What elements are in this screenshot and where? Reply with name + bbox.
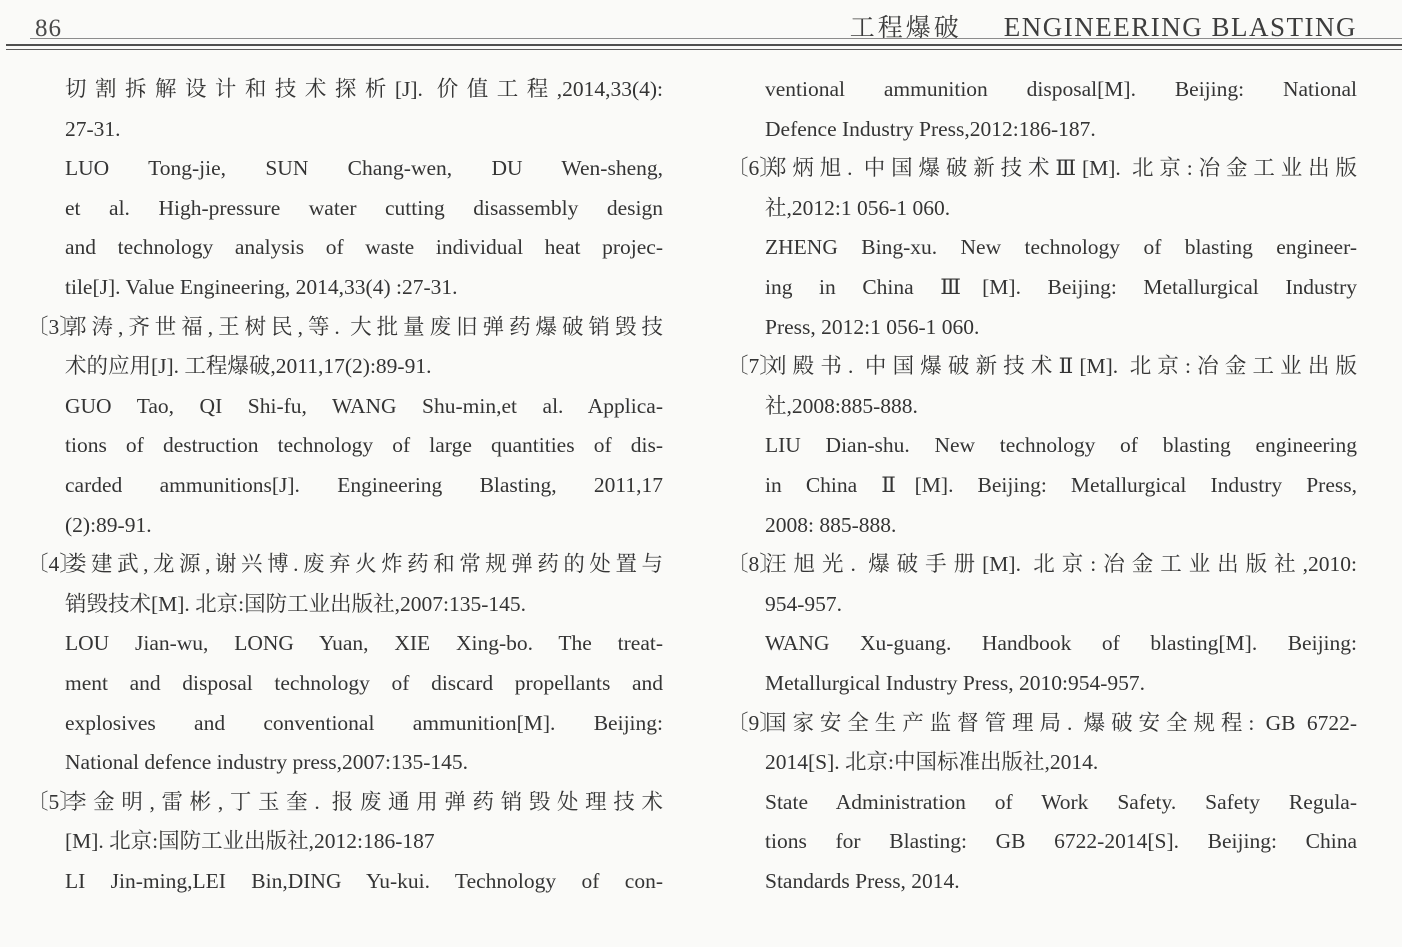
page-number: 86: [35, 15, 62, 42]
reference-block: [727, 704, 1357, 902]
reference-line: Standards Press, 2014.: [765, 868, 960, 893]
reference-line: GUO Tao, QI Shi-fu, WANG Shu-min,et al. Applica-: [65, 393, 663, 418]
reference-line: 954-957.: [765, 591, 843, 616]
reference-line: 娄建武,龙源,谢兴博.废弃火炸药和常规弹药的处置与: [65, 552, 663, 577]
reference-block: [27, 783, 663, 902]
header-rule-double: [6, 44, 1402, 50]
reference-line: ventional ammunition disposal[M]. Beijing: National: [765, 77, 1357, 101]
reference-line: 刘殿书. 中国爆破新技术Ⅱ[M]. 北京:冶金工业出版: [765, 354, 1357, 379]
reference-line: 社,2008:885-888.: [765, 393, 918, 418]
reference-line: State Administration of Work Safety. Safety Regula-: [765, 789, 1357, 814]
reference-line: National defence industry press,2007:135-145.: [65, 750, 469, 775]
reference-line: 切割拆解设计和技术探析[J]. 价值工程,2014,33(4):: [65, 77, 663, 101]
journal-title-english: ENGINEERING BLASTING: [1003, 12, 1357, 42]
reference-line: [M]. 北京:国防工业出版社,2012:186-187: [65, 829, 435, 854]
reference-number: 〔8〕: [727, 552, 781, 577]
reference-block: [727, 347, 1357, 545]
reference-line: 27-31.: [65, 116, 121, 141]
reference-line: (2):89-91.: [65, 512, 152, 537]
reference-line: ment and disposal technology of discard propellants and: [65, 670, 663, 695]
reference-number: 〔9〕: [727, 710, 781, 735]
references-right-column: [727, 70, 1357, 901]
reference-number: 〔4〕: [27, 552, 81, 577]
reference-number: 〔7〕: [727, 354, 781, 379]
reference-number: 〔3〕: [27, 314, 81, 339]
reference-line: ZHENG Bing-xu. New technology of blasting engineer-: [765, 235, 1357, 260]
reference-line: tile[J]. Value Engineering, 2014,33(4) :27-31.: [65, 274, 458, 299]
references-left-column: [27, 70, 663, 901]
reference-line: LI Jin-ming,LEI Bin,DING Yu-kui. Technology of con-: [65, 868, 663, 893]
journal-title-chinese: 工程爆破: [849, 15, 962, 42]
reference-line: 社,2012:1 056-1 060.: [765, 195, 951, 220]
reference-line: 汪旭光. 爆破手册[M]. 北京:冶金工业出版社,2010:: [765, 552, 1357, 577]
reference-line: 国家安全生产监督管理局. 爆破安全规程: GB 6722-: [765, 710, 1357, 735]
reference-line: et al. High-pressure water cutting disassembly design: [65, 195, 663, 220]
reference-line: 郭涛,齐世福,王树民,等. 大批量废旧弹药爆破销毁技: [65, 314, 663, 339]
reference-line: carded ammunitions[J]. Engineering Blasting, 2011,17: [65, 472, 663, 497]
reference-line: 李金明,雷彬,丁玉奎. 报废通用弹药销毁处理技术: [65, 789, 663, 814]
reference-line: and technology analysis of waste individual heat projec-: [65, 235, 663, 260]
reference-line: tions for Blasting: GB 6722-2014[S]. Beijing: China: [765, 829, 1357, 854]
reference-block: [727, 545, 1357, 703]
reference-line: explosives and conventional ammunition[M]. Beijing:: [65, 710, 663, 735]
reference-block: [727, 70, 1357, 149]
reference-block: [27, 308, 663, 546]
reference-line: LUO Tong-jie, SUN Chang-wen, DU Wen-sheng,: [65, 156, 663, 181]
reference-line: LOU Jian-wu, LONG Yuan, XIE Xing-bo. The treat-: [65, 631, 663, 656]
header-rule-thin: [30, 38, 1402, 39]
reference-number: 〔6〕: [727, 156, 781, 181]
reference-block: [727, 149, 1357, 347]
reference-block: [27, 545, 663, 783]
reference-line: 2014[S]. 北京:中国标准出版社,2014.: [765, 750, 1099, 775]
reference-line: Press, 2012:1 056-1 060.: [765, 314, 980, 339]
reference-number: 〔5〕: [27, 789, 81, 814]
reference-line: tions of destruction technology of large quantities of dis-: [65, 433, 663, 458]
reference-line: Metallurgical Industry Press, 2010:954-957.: [765, 670, 1145, 695]
reference-line: 2008: 885-888.: [765, 512, 897, 537]
reference-line: Defence Industry Press,2012:186-187.: [765, 116, 1096, 141]
reference-block: [27, 70, 663, 308]
reference-line: 术的应用[J]. 工程爆破,2011,17(2):89-91.: [65, 354, 432, 379]
reference-line: 销毁技术[M]. 北京:国防工业出版社,2007:135-145.: [65, 591, 527, 616]
reference-line: in China Ⅱ[M]. Beijing: Metallurgical Industry Press,: [765, 472, 1357, 497]
reference-line: 郑炳旭. 中国爆破新技术Ⅲ[M]. 北京:冶金工业出版: [765, 156, 1357, 181]
reference-line: LIU Dian-shu. New technology of blasting engineering: [765, 433, 1357, 458]
reference-line: ing in China Ⅲ[M]. Beijing: Metallurgical Industry: [765, 274, 1357, 299]
reference-line: WANG Xu-guang. Handbook of blasting[M]. Beijing:: [765, 631, 1357, 656]
